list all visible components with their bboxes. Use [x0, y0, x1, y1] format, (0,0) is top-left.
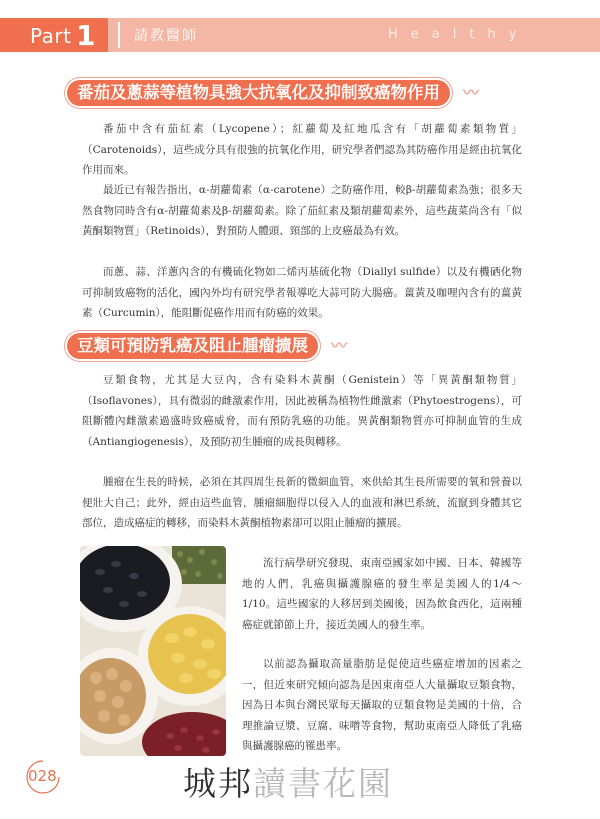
beans-photo: [80, 546, 226, 756]
wave-ornament-icon: 〰: [462, 83, 476, 102]
watermark: [183, 758, 393, 805]
wave-ornament-icon: 〰: [330, 336, 344, 355]
paragraph: 以前認為攝取高量脂肪是促使這些癌症增加的因素之一，但近來研究傾向認為是因東南亞人大量攝取豆類食物，因為日本與台灣民眾每天攝取的豆類食物是美國的十倍，合理推論豆漿、豆腐、味噌等食物，幫助東南亞人降低了乳癌與攝護腺癌的罹患率。: [242, 658, 522, 752]
watermark-dark-text: 城邦: [183, 764, 253, 803]
paragraph: 最近已有報告指出，α-胡蘿蔔素（α-carotene）之防癌作用，較β-胡蘿蔔素為強；很多天然食物同時含有α-胡蘿蔔素及β-胡蘿蔔素。除了茄紅素及類胡蘿蔔素外，這些蔬菜尚含有「似黃酮類物質」（Retinoids），對預防人體頭、頸部的上皮癌最為有效。: [82, 184, 522, 237]
header-divider: [118, 22, 120, 48]
watermark-light-text: 讀書花園: [253, 764, 393, 803]
section-title-1-text: 番茄及蔥蒜等植物具強大抗氧化及抑制致癌物作用: [77, 83, 440, 102]
section-title-2: [67, 333, 344, 359]
section-title-2-text: 豆類可預防乳癌及阻止腫瘤擴展: [77, 336, 308, 355]
paragraph: 豆類食物，尤其是大豆內，含有染料木黃酮（Genistein）等「異黃酮類物質」（Isoflavones），具有微弱的雌激素作用，因此被稱為植物性雌激素（Phytoestrogens），可阻斷體內雌激素過盛時致癌威脅，而有預防乳癌的功能。異黃酮類物質亦可抑制血管的生成（Antiangiogenesis），及預防初生腫瘤的成長與轉移。: [82, 374, 522, 448]
part-label: Part: [30, 24, 72, 48]
header-category: 請教醫師: [134, 28, 198, 44]
part-badge: [0, 18, 108, 52]
paragraph: 腫瘤在生長的時候，必須在其四周生長新的微細血管，來供給其生長所需要的氧和營養以便壯大自己；此外，經由這些血管，腫瘤細胞得以侵入人的血液和淋巴系統，流竄到身體其它部位，造成癌症的轉移，而染料木黃酮植物素卻可以阻止腫瘤的擴展。: [82, 476, 522, 529]
section-title-1: [67, 80, 476, 106]
header-deco-word: Healthy: [388, 27, 530, 42]
part-number: 1: [76, 19, 96, 52]
paragraph: 流行病學研究發現，東南亞國家如中國、日本、韓國等地的人們，乳癌與攝護腺癌的發生率是美國人的1/4～1/10。這些國家的人移居到美國後，因為飲食西化，這兩種癌症就節節上升，接近美國人的發生率。: [242, 557, 522, 631]
page-number: [24, 758, 62, 796]
paragraph: 番茄中含有茄紅素（Lycopene）；紅蘿蔔及紅地瓜含有「胡蘿蔔素類物質」（Carotenoids），這些成分具有很強的抗氧化作用，研究學者們認為其防癌作用是經由抗氧化作用而來。: [82, 123, 522, 176]
paragraph: 而蔥、蒜、洋蔥內含的有機硫化物如二烯丙基硫化物（Diallyl sulfide）以及有機硒化物可抑制致癌物的活化，國內外均有研究學者報導吃大蒜可防大腸癌。薑黃及咖哩內含有的薑黃素（Curcumin），能阻斷促癌作用而有防癌的效果。: [82, 266, 522, 319]
page-number-text: 028: [28, 767, 57, 785]
